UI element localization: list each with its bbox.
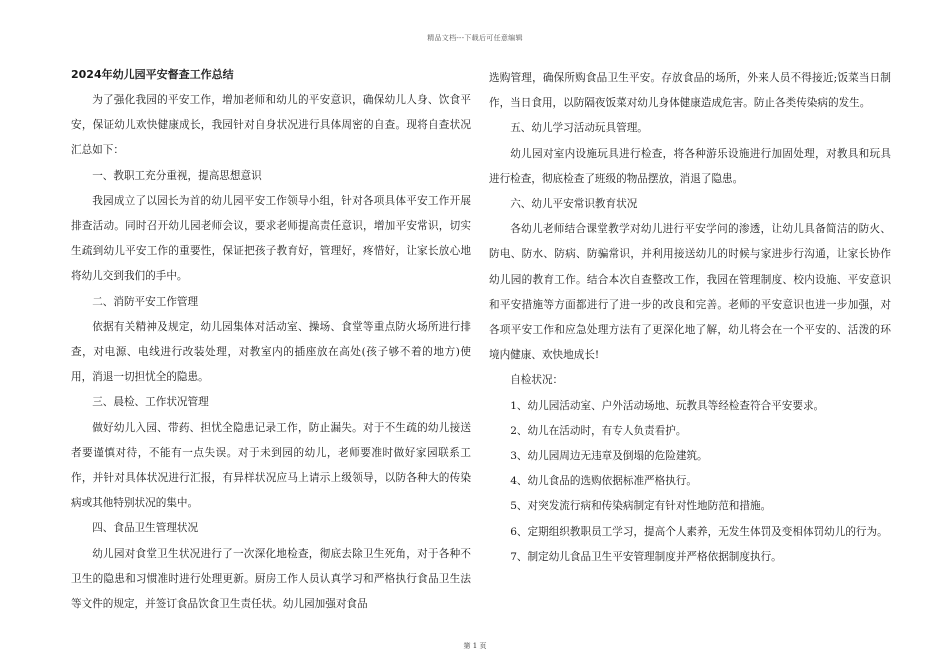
right-body [489,66,891,570]
section-heading: 5、对突发流行病和传染病制定有针对性地防范和措施。 [510,500,772,513]
document-title: 2024年幼儿园平安督查工作总结 [71,68,234,81]
section-heading: 4、幼儿食品的选购依据标准严格执行。 [510,475,698,488]
section-heading: 2、幼儿在活动时，有专人负责看护。 [510,424,687,437]
left-body [71,88,471,617]
body-paragraph: 幼儿园对室内设施玩具进行检查，将各种游乐设施进行加固处理，对教具和玩具进行检查，彻底检查了班级的物品摆放，消退了隐患。 [489,147,891,185]
body-paragraph: 幼儿园对食堂卫生状况进行了一次深化地检查，彻底去除卫生死角，对于各种不卫生的隐患和习惯准时进行处理更新。厨房工作人员认真学习和严格执行食品卫生法等文件的规定，并签订食品饮食卫生责任状。幼儿园加强对食品 [71,547,471,611]
page-footer: 第 1 页 [463,642,487,650]
section-heading: 3、幼儿园周边无违章及倒塌的危险建筑。 [510,450,708,463]
body-paragraph: 各幼儿老师结合课堂教学对幼儿进行平安学问的渗透，让幼儿具备简洁的防火、防电、防水、防病、防骗常识，并利用接送幼儿的时候与家进步行沟通，让家长协作幼儿园的教育工作。结合本次自查整改工作，我园在管理制度、校内设施、平安意识和平安措施等方面都进行了进一步的改良和完善。老师的平安意识也进一步加强，对各项平安工作和应急处理方法有了更深化地了解，幼儿将会在一个平安的、活泼的环境内健康、欢快地成长! [489,223,891,362]
section-heading: 四、食品卫生管理状况 [92,522,199,535]
section-heading: 三、晨检、工作状况管理 [92,396,209,409]
section-heading: 自检状况： [510,374,564,387]
continued-paragraph: 选购管理，确保所购食品卫生平安。存放食品的场所，外来人员不得接近;饭菜当日制作，当日食用，以防隔夜饭菜对幼儿身体健康造成危害。防止各类传染病的发生。 [489,72,891,110]
left-column [71,66,471,617]
section-heading: 六、幼儿平安常识教育状况 [510,198,638,211]
header-note: 精品文档---下载后可任意编辑 [427,34,523,42]
section-heading: 1、幼儿园活动室、户外活动场地、玩教具等经检查符合平安要求。 [510,399,825,412]
section-heading: 一、教职工充分重视，提高思想意识 [92,169,262,182]
body-paragraph: 依据有关精神及规定，幼儿园集体对活动室、操场、食堂等重点防火场所进行排查，对电源、电线进行改装处理，对教室内的插座放在高处(孩子够不着的地方)使用，消退一切担忧全的隐患。 [71,320,471,384]
section-heading: 二、消防平安工作管理 [92,295,199,308]
body-paragraph: 6、定期组织教职员工学习，提高个人素养，无发生体罚及变相体罚幼儿的行为。 [510,525,888,538]
section-heading: 7、制定幼儿食品卫生平安管理制度并严格依据制度执行。 [510,550,782,563]
body-paragraph: 我园成立了以园长为首的幼儿园平安工作领导小组，针对各项具体平安工作开展排查活动。同时召开幼儿园老师会议，要求老师提高责任意识，增加平安常识，切实生疏到幼儿平安工作的重要性，保证把孩子教育好，管理好，疼惜好，让家长放心地将幼儿交到我们的手中。 [71,194,471,283]
body-paragraph: 做好幼儿入园、带药、担忧全隐患记录工作，防止漏失。对于不生疏的幼儿接送者要谨慎对待，不能有一点失误。对于未到园的幼儿，老师要准时做好家园联系工作，并针对具体状况进行汇报，有异样状况应马上请示上级领导，以防各种大的传染病或其他特别状况的集中。 [71,421,471,510]
right-column [489,66,891,570]
section-heading: 五、幼儿学习活动玩具管理。 [510,122,648,135]
body-paragraph: 为了强化我园的平安工作，增加老师和幼儿的平安意识，确保幼儿人身、饮食平安，保证幼儿欢快健康成长，我园针对自身状况进行具体周密的自查。现将自查状况汇总如下： [71,94,471,157]
